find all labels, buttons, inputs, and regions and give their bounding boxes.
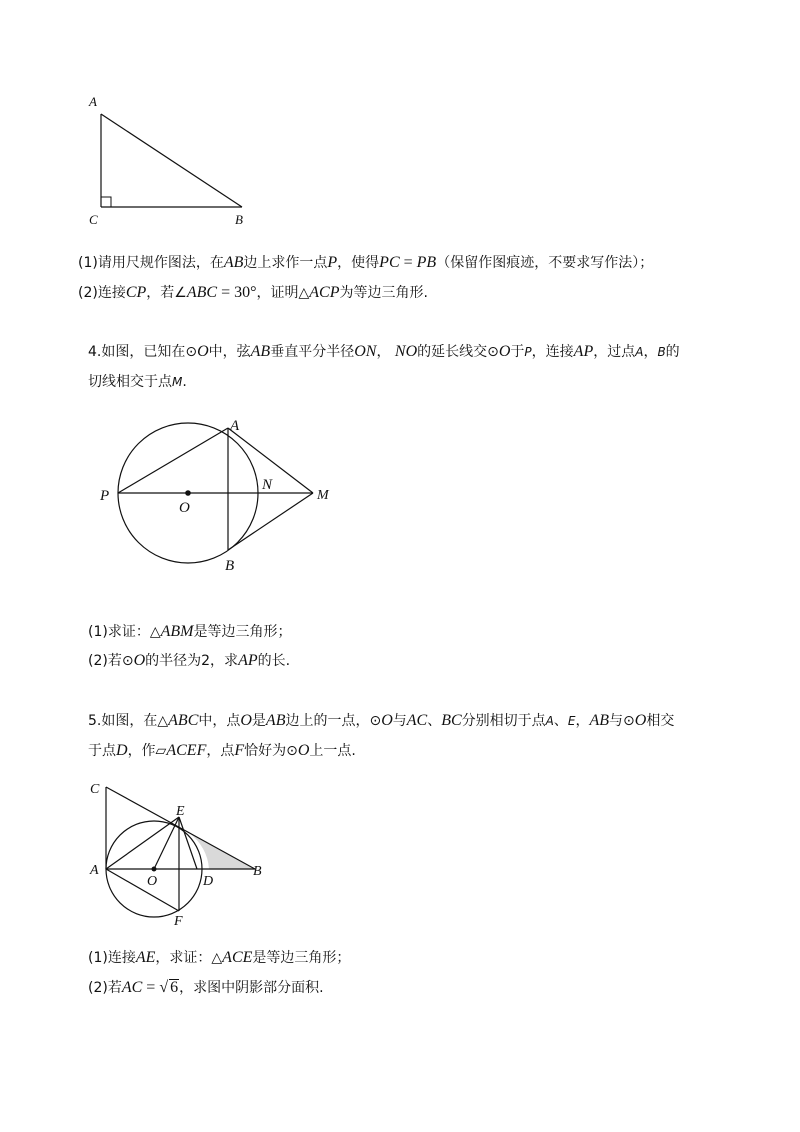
p4-question-2: (2)若⊙O的半径为2，求AP的长. bbox=[88, 652, 291, 669]
p4-question-1: (1)求证：△ABM是等边三角形； bbox=[88, 623, 292, 640]
p5-stem-line-2: 于点D，作▱ACEF，点F恰好为⊙O上一点. bbox=[88, 742, 356, 759]
label-C: C bbox=[89, 212, 98, 227]
label-D: D bbox=[203, 874, 214, 889]
p5-stem-line-1: 5.如图，在△ABC中，点O是AB边上的一点，⊙O与AC、BC分别相切于点A、E，AB与⊙O相交 bbox=[88, 712, 675, 729]
label-P: P bbox=[100, 488, 110, 504]
circle-tangent-figure bbox=[95, 412, 345, 582]
label-F: F bbox=[174, 914, 183, 929]
label-A: A bbox=[89, 94, 97, 109]
p4-stem-line-1: 4.如图，已知在⊙O中，弦AB垂直平分半径ON， NO的延长线交⊙O于P，连接AP，过点A，B的 bbox=[88, 343, 680, 360]
label-B: B bbox=[225, 558, 235, 574]
label-B: B bbox=[235, 212, 243, 227]
p5-question-1: (1)连接AE，求证：△ACE是等边三角形； bbox=[88, 949, 351, 966]
label-E: E bbox=[176, 804, 185, 819]
p4-stem-line-2: 切线相交于点M. bbox=[88, 374, 187, 390]
label-B: B bbox=[253, 864, 262, 879]
label-M: M bbox=[317, 488, 329, 503]
p3-question-2: (2)连接CP，若∠ABC = 30°，证明△ACP为等边三角形. bbox=[78, 284, 428, 301]
tangent-triangle-figure bbox=[85, 775, 275, 935]
label-O: O bbox=[179, 500, 190, 516]
p3-question-1: (1)请用尺规作图法，在AB边上求作一点P，使得PC = PB（保留作图痕迹，不要求写作法）； bbox=[78, 254, 654, 271]
label-A: A bbox=[90, 863, 99, 878]
p5-question-2: (2)若AC = √ 6，求图中阴影部分面积. bbox=[88, 979, 324, 996]
label-A: A bbox=[230, 418, 240, 434]
label-C: C bbox=[90, 782, 100, 797]
label-N: N bbox=[262, 477, 273, 493]
label-O: O bbox=[147, 874, 158, 889]
triangle-figure bbox=[85, 90, 265, 230]
